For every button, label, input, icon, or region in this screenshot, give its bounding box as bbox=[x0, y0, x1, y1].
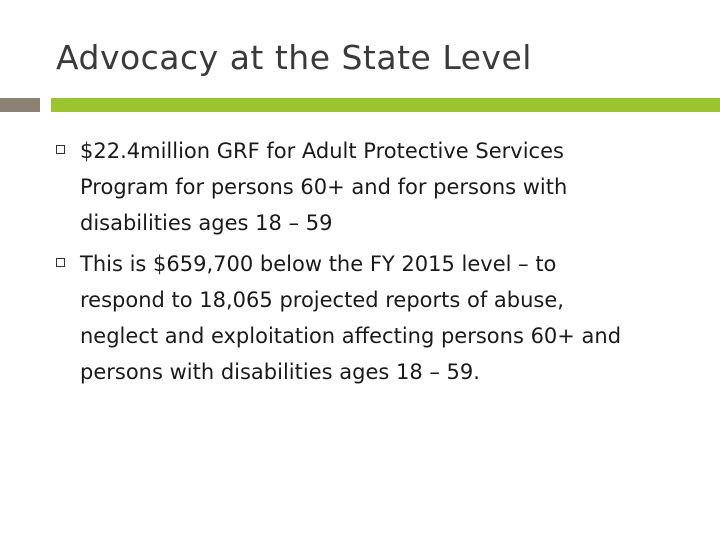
bullet-text: This is $659,700 below the FY 2015 level – to respond to 18,065 projected reports of abuse, neglect and exploitation affecting persons 60+ and persons with disabilities ages 18 – 59. bbox=[80, 252, 622, 384]
title-divider-green bbox=[51, 98, 720, 112]
bullet-text: $22.4million GRF for Adult Protective Services Program for persons 60+ and for persons with disabilities ages 18 – 59 bbox=[80, 139, 568, 235]
square-bullet-icon bbox=[56, 145, 65, 154]
slide-title: Advocacy at the State Level bbox=[56, 38, 532, 77]
square-bullet-icon bbox=[56, 258, 65, 267]
title-divider-gray bbox=[0, 98, 40, 112]
